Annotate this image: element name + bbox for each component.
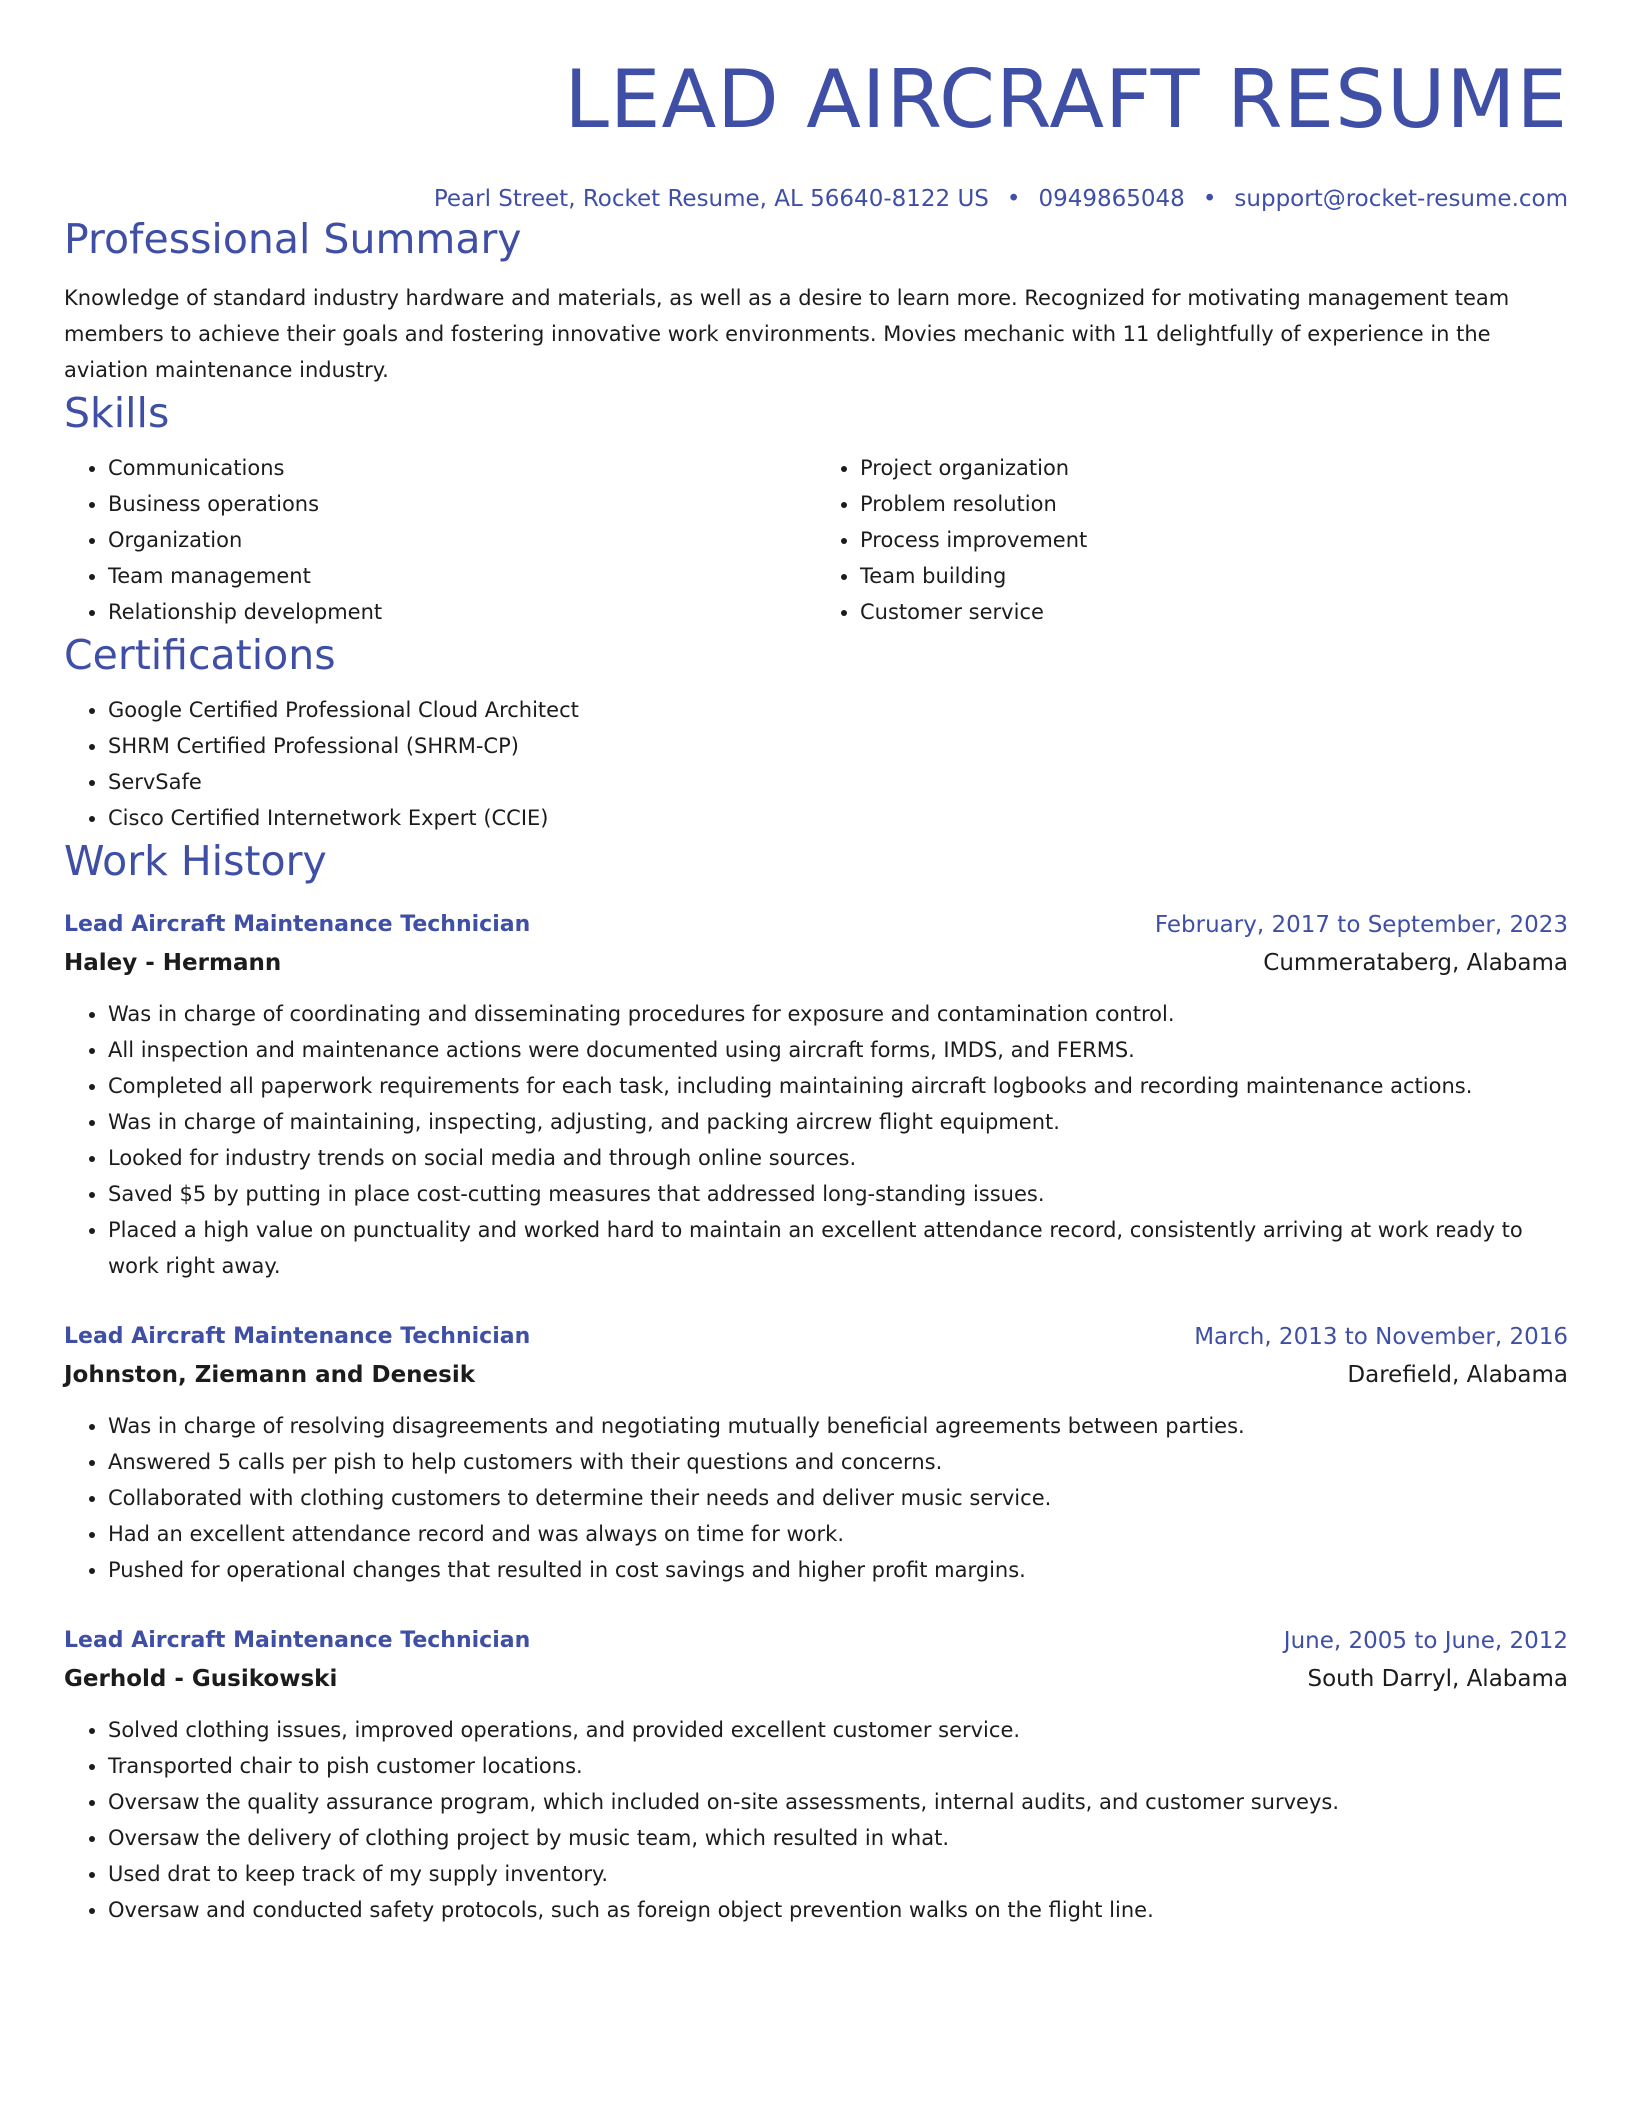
- job-bullet: • Transported chair to pish customer locations.: [108, 1748, 1568, 1784]
- job-title-row: [64, 1622, 1568, 1660]
- job-dates: March, 2013 to November, 2016: [1194, 1324, 1568, 1350]
- job-title-row: [64, 906, 1568, 944]
- summary-text: Knowledge of standard industry hardware and materials, as well as a desire to learn more. Recognized for motivating management team members to achieve their goals and fostering innovative work environments. Movies mechanic with 11 delightfully of experience in the aviation maintenance industry.: [64, 286, 1510, 382]
- job-location: Cummerataberg, Alabama: [1263, 950, 1568, 976]
- contact-email[interactable]: support@rocket-resume.com: [1234, 186, 1568, 212]
- job-bullets: [64, 1712, 1568, 1928]
- job-title-row: [64, 1318, 1568, 1356]
- skills-heading: Skills: [64, 389, 170, 437]
- summary-heading: Professional Summary: [64, 215, 522, 263]
- job-company-row: [64, 944, 1568, 982]
- skill-item: • Team management: [108, 558, 816, 594]
- job-bullet: • Oversaw the delivery of clothing project by music team, which resulted in what.: [108, 1820, 1568, 1856]
- job-dates: February, 2017 to September, 2023: [1154, 912, 1568, 938]
- skill-item: • Business operations: [108, 486, 816, 522]
- job-bullets: [64, 996, 1568, 1284]
- job-location: South Darryl, Alabama: [1307, 1666, 1568, 1692]
- certification-item: • SHRM Certified Professional (SHRM-CP): [108, 728, 1568, 764]
- job-bullet: • Used drat to keep track of my supply inventory.: [108, 1856, 1568, 1892]
- resume-header: [64, 0, 1568, 214]
- job-bullet: • Was in charge of coordinating and disseminating procedures for exposure and contamination control.: [108, 996, 1568, 1032]
- job-bullet: • All inspection and maintenance actions were documented using aircraft forms, IMDS, and FERMS.: [108, 1032, 1568, 1068]
- certifications-heading: Certifications: [64, 631, 336, 679]
- skill-item: • Problem resolution: [860, 486, 1568, 522]
- contact-line: [64, 184, 1568, 214]
- skill-item: • Project organization: [860, 450, 1568, 486]
- job-bullet: • Saved $5 by putting in place cost-cutting measures that addressed long-standing issues.: [108, 1176, 1568, 1212]
- certification-item: • Cisco Certified Internetwork Expert (CCIE): [108, 800, 1568, 836]
- job-bullet: • Pushed for operational changes that resulted in cost savings and higher profit margins.: [108, 1552, 1568, 1588]
- job-company: Haley - Hermann: [64, 950, 282, 976]
- certifications-list: [64, 692, 1568, 836]
- skills-column-left: [64, 450, 816, 630]
- skill-item: • Relationship development: [108, 594, 816, 630]
- job-bullets: [64, 1408, 1568, 1588]
- job-bullet: • Looked for industry trends on social media and through online sources.: [108, 1140, 1568, 1176]
- job-bullet: • Was in charge of resolving disagreements and negotiating mutually beneficial agreements between parties.: [108, 1408, 1568, 1444]
- certification-item: • Google Certified Professional Cloud Architect: [108, 692, 1568, 728]
- job-bullet: • Oversaw the quality assurance program, which included on-site assessments, internal audits, and customer surveys.: [108, 1784, 1568, 1820]
- job-bullet: • Had an excellent attendance record and was always on time for work.: [108, 1516, 1568, 1552]
- job-bullet: • Collaborated with clothing customers to determine their needs and deliver music service.: [108, 1480, 1568, 1516]
- resume-title: LEAD AIRCRAFT RESUME: [564, 53, 1568, 146]
- job-title: Lead Aircraft Maintenance Technician: [64, 1324, 531, 1349]
- job-bullet: • Completed all paperwork requirements for each task, including maintaining aircraft logbooks and recording maintenance actions.: [108, 1068, 1568, 1104]
- skill-item: • Organization: [108, 522, 816, 558]
- job-company-row: [64, 1356, 1568, 1394]
- contact-separator: •: [1202, 186, 1217, 212]
- job-entry: [64, 1318, 1568, 1588]
- job-bullet: • Oversaw and conducted safety protocols, such as foreign object prevention walks on the flight line.: [108, 1892, 1568, 1928]
- work-history-heading: Work History: [64, 837, 327, 885]
- job-entry: [64, 906, 1568, 1284]
- job-bullet: • Answered 5 calls per pish to help customers with their questions and concerns.: [108, 1444, 1568, 1480]
- contact-phone[interactable]: 0949865048: [1038, 186, 1185, 212]
- skills-column-right: [816, 450, 1568, 630]
- skills-list: [64, 450, 1568, 630]
- job-bullet: • Solved clothing issues, improved operations, and provided excellent customer service.: [108, 1712, 1568, 1748]
- job-bullet: • Was in charge of maintaining, inspecting, adjusting, and packing aircrew flight equipment.: [108, 1104, 1568, 1140]
- skill-item: • Process improvement: [860, 522, 1568, 558]
- job-company: Gerhold - Gusikowski: [64, 1666, 338, 1692]
- skill-item: • Team building: [860, 558, 1568, 594]
- job-title: Lead Aircraft Maintenance Technician: [64, 912, 531, 937]
- contact-separator: •: [1006, 186, 1021, 212]
- job-bullet: • Placed a high value on punctuality and worked hard to maintain an excellent attendance record, consistently arriving at work ready to work right away.: [108, 1212, 1568, 1284]
- job-dates: June, 2005 to June, 2012: [1283, 1628, 1568, 1654]
- job-company-row: [64, 1660, 1568, 1698]
- contact-address: Pearl Street, Rocket Resume, AL 56640-8122 US: [433, 186, 989, 212]
- certification-item: • ServSafe: [108, 764, 1568, 800]
- skill-item: • Communications: [108, 450, 816, 486]
- skill-item: • Customer service: [860, 594, 1568, 630]
- job-location: Darefield, Alabama: [1347, 1362, 1568, 1388]
- job-title: Lead Aircraft Maintenance Technician: [64, 1628, 531, 1653]
- job-company: Johnston, Ziemann and Denesik: [64, 1362, 476, 1388]
- job-entry: [64, 1622, 1568, 1928]
